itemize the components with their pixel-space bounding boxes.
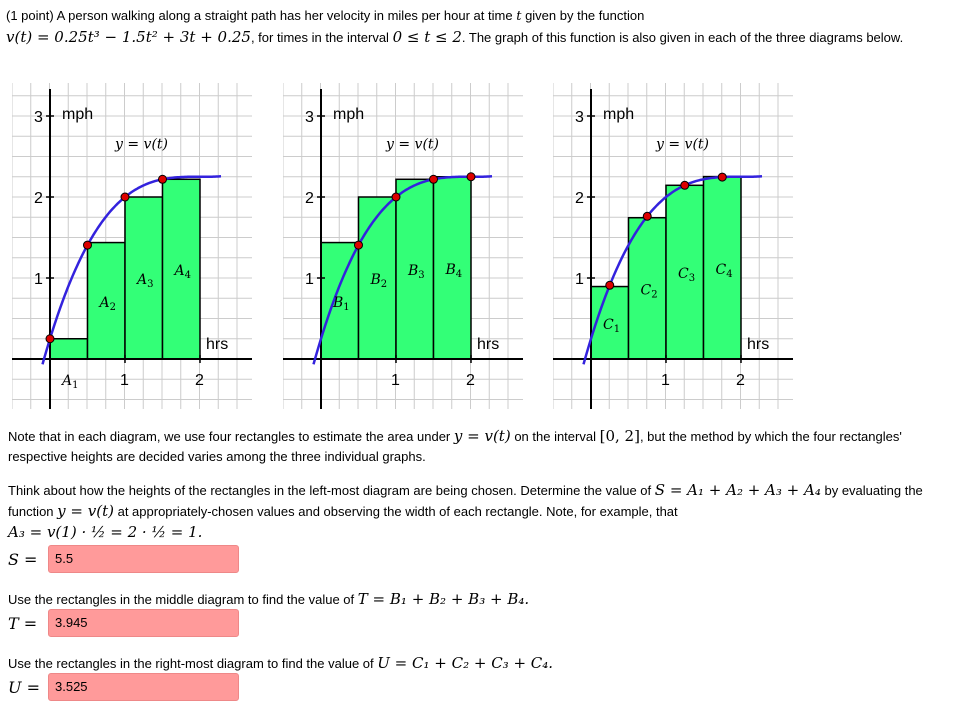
units-y-label: mph [603,106,635,123]
think-text-post: at appropriately-chosen values and observing the width of each rectangle. Note, for example, that [117,504,678,519]
think-paragraph [8,480,958,543]
rectangle-label-sub: 4 [726,268,733,280]
intro-text-mid: given by the function [525,8,645,23]
units-x-label: hrs [206,336,229,353]
intro-interval-pre: , for times in the interval [250,30,389,45]
units-y-label: mph [333,106,365,123]
rectangle-label: $C_2$ [640,282,658,301]
x-tick-label: 1 [661,372,670,389]
sample-point [643,212,651,220]
sample-point [121,193,129,201]
rectangle-label: $B_4$ [445,261,463,280]
rectangle-label-sub: 3 [688,273,696,285]
diagram-right-svg [553,83,793,409]
rectangle-label: $C_3$ [678,266,696,285]
u-label: U = [8,677,40,697]
t-equation: T = B₁ + B₂ + B₃ + B₄. [357,590,530,608]
t-answer-input[interactable]: 3.945 [48,609,239,637]
y-tick-label: 2 [34,190,43,207]
function-formula: v(t) = 0.25t³ − 1.5t² + 3t + 0.25 [6,28,251,46]
intro-text-pre: A person walking along a straight path has her velocity in miles per hour at time [56,8,513,23]
rectangle-label: $B_2$ [370,272,388,290]
note-text-mid: on the interval [514,429,596,444]
note-equation: y = v(t) [453,427,511,445]
rectangle-label-sub: 4 [455,268,463,280]
sample-point [606,281,614,289]
y-tick-label: 1 [305,271,314,288]
sample-point [159,175,167,183]
x-tick-label: 1 [120,372,129,389]
u-equation: U = C₁ + C₂ + C₃ + C₄. [377,654,554,672]
y-tick-label: 2 [575,190,584,207]
think-text-by: by evaluating the function [8,483,923,519]
y-tick-label: 1 [575,271,584,288]
think-equation-2: y = v(t) [57,502,114,520]
units-y-label: mph [62,106,94,123]
think-example: A₃ = v(1) · ½ = 2 · ½ = 1. [8,523,203,541]
rectangle-label-sub: 3 [418,270,425,282]
t-label: T = [8,613,38,633]
note-text-post: , but the method by which the four rectangles' respective heights are decided varies among the three individual graphs. [8,429,902,464]
answer-row-t [8,607,239,639]
rectangle-label-sub: 2 [651,289,658,301]
y-tick-label: 3 [575,109,584,126]
rectangle-label-sub: 3 [147,279,154,290]
rectangle-label-sub: 2 [109,301,116,313]
s-answer-input[interactable]: 5.5 [48,545,239,573]
rectangle-label: $A_3$ [137,272,154,290]
rectangle-label-sub: 4 [184,270,191,282]
intro-text-post: . The graph of this function is also given in each of the three diagrams below. [461,30,904,45]
rectangle-label: $A_1$ [62,373,79,391]
points-label: (1 point) [6,8,54,23]
diagram-left [12,83,252,409]
rectangle-a1 [50,339,88,359]
problem-intro [6,6,956,48]
s-label: S = [8,549,38,569]
diagram-left-svg [12,83,252,409]
curve-label: y = v(t) [656,136,709,153]
answer-row-u [8,671,239,703]
x-tick-label: 2 [195,372,204,389]
var-t: t [516,9,522,24]
u-prompt-text: Use the rectangles in the right-most diagram to find the value of [8,656,374,671]
sample-point [430,175,438,183]
sample-point [46,335,54,343]
rectangle-label-sub: 1 [613,323,621,335]
rectangle-label: $A_2$ [99,294,116,313]
interval-formula: 0 ≤ t ≤ 2 [392,28,462,46]
sample-point [84,241,92,249]
u-answer-input[interactable]: 3.525 [48,673,239,701]
answer-row-s [8,543,239,575]
x-tick-label: 1 [391,372,400,389]
units-x-label: hrs [477,336,500,353]
curve-label: y = v(t) [386,136,439,153]
y-tick-label: 3 [34,109,43,126]
y-tick-label: 3 [305,109,314,126]
t-prompt-text: Use the rectangles in the middle diagram to find the value of [8,592,355,607]
think-text-pre: Think about how the heights of the rectangles in the left-most diagram are being chosen. Determine the value of [8,483,652,498]
rectangle-label-sub: 2 [380,279,388,290]
sample-point [718,173,726,181]
x-tick-label: 2 [736,372,745,389]
sample-point [355,241,363,249]
y-tick-label: 2 [305,190,314,207]
x-tick-label: 2 [466,372,475,389]
rectangle-label: $A_4$ [174,263,191,282]
rectangle-label: $B_3$ [408,263,425,282]
sample-point [392,193,400,201]
note-paragraph [8,426,958,467]
rectangle-label: $C_1$ [603,316,621,335]
rectangle-label: $B_1$ [333,294,350,313]
sample-point [467,173,475,181]
think-equation: S = A₁ + A₂ + A₃ + A₄ [654,481,821,499]
rectangle-label: $C_4$ [715,261,733,280]
diagram-right [553,83,793,409]
y-tick-label: 1 [34,271,43,288]
note-text-pre: Note that in each diagram, we use four rectangles to estimate the area under [8,429,451,444]
sample-point [681,181,689,189]
note-interval: [0, 2] [599,427,640,445]
units-x-label: hrs [747,336,770,353]
curve-label: y = v(t) [115,136,168,153]
rectangle-label-sub: 1 [72,380,79,391]
diagram-middle [283,83,523,409]
diagram-middle-svg [283,83,523,409]
rectangle-label-sub: 1 [343,301,350,313]
